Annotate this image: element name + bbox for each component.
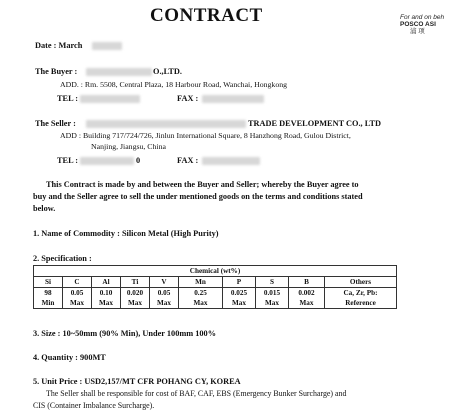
spec-col-header: P	[223, 277, 256, 288]
spec-element-row	[34, 277, 397, 288]
redacted-seller-tel	[80, 157, 134, 165]
seller-address-line-1: ADD : Building 717/724/726, Jinlun International Square, 8 Hanzhong Road, Gulou District,	[60, 131, 351, 140]
unit-price-note-line-2: CIS (Container Imbalance Surcharge).	[33, 401, 155, 410]
date-label: Date : March	[35, 41, 83, 50]
intro-line-1: This Contract is made by and between the Buyer and Seller; whereby the Buyer agree to	[46, 180, 359, 189]
redacted-seller-name	[86, 120, 246, 128]
seller-tel-tail: 0	[136, 156, 141, 165]
unit-price-note-line-1: The Seller shall be responsible for cost of BAF, CAF, EBS (Emergency Bunker Surcharge) and	[46, 389, 347, 398]
redacted-buyer-tel	[80, 95, 140, 103]
spec-col-header: Mn	[179, 277, 223, 288]
document-title: CONTRACT	[150, 5, 263, 26]
stamp-line-2: POSCO ASI	[400, 21, 436, 28]
commodity-line: 1. Name of Commodity : Silicon Metal (High Purity)	[33, 229, 219, 238]
company-stamp	[400, 14, 458, 35]
spec-qualifier: Max	[179, 298, 223, 309]
spec-qualifier: Max	[92, 298, 121, 309]
spec-value: Ca, Zr, Pb:	[325, 288, 397, 299]
spec-col-header: C	[63, 277, 92, 288]
spec-value: 0.002	[289, 288, 325, 299]
spec-col-header: V	[150, 277, 179, 288]
spec-qualifier: Reference	[325, 298, 397, 309]
spec-group-header: Chemical (wt%)	[34, 266, 397, 277]
size-line: 3. Size : 10~50mm (90% Min), Under 100mm 100%	[33, 329, 216, 338]
buyer-name: O.,LTD.	[153, 67, 182, 76]
buyer-fax-label: FAX :	[177, 94, 199, 103]
spec-value: 0.10	[92, 288, 121, 299]
seller-fax-label: FAX :	[177, 156, 199, 165]
redacted-date	[92, 42, 122, 50]
buyer-tel-label: TEL :	[57, 94, 78, 103]
spec-qualifier: Min	[34, 298, 63, 309]
intro-line-2: buy and the Seller agree to sell the under mentioned goods on the terms and conditions stated	[33, 192, 363, 201]
spec-col-header: Si	[34, 277, 63, 288]
spec-col-header: Ti	[121, 277, 150, 288]
seller-tel-label: TEL :	[57, 156, 78, 165]
spec-col-header: B	[289, 277, 325, 288]
redacted-buyer-fax	[202, 95, 264, 103]
spec-value: 0.05	[150, 288, 179, 299]
spec-col-header: Others	[325, 277, 397, 288]
unit-price-line: 5. Unit Price : USD2,157/MT CFR POHANG CY, KOREA	[33, 377, 241, 386]
spec-value: 98	[34, 288, 63, 299]
redacted-buyer-name	[86, 68, 152, 76]
seller-name: TRADE DEVELOPMENT CO., LTD	[248, 119, 382, 128]
spec-value: 0.015	[256, 288, 289, 299]
seller-address-line-2: Nanjing, Jiangsu, China	[91, 142, 166, 151]
redacted-seller-fax	[202, 157, 260, 165]
spec-col-header: Al	[92, 277, 121, 288]
buyer-label: The Buyer :	[35, 67, 78, 76]
spec-qualifier: Max	[223, 298, 256, 309]
spec-col-header: S	[256, 277, 289, 288]
seller-label: The Seller :	[35, 119, 76, 128]
spec-value: 0.025	[223, 288, 256, 299]
spec-qualifier: Max	[256, 298, 289, 309]
stamp-line-1: For and on beh	[400, 14, 445, 21]
buyer-address: ADD. : Rm. 5508, Central Plaza, 18 Harbour Road, Wanchai, Hongkong	[60, 80, 288, 89]
quantity-line: 4. Quantity : 900MT	[33, 353, 106, 362]
spec-value: 0.25	[179, 288, 223, 299]
spec-value: 0.05	[63, 288, 92, 299]
spec-qualifier: Max	[121, 298, 150, 309]
spec-qualifier: Max	[150, 298, 179, 309]
spec-value-row	[34, 288, 397, 299]
specification-table	[33, 265, 397, 309]
spec-qualifier: Max	[63, 298, 92, 309]
spec-qualifier: Max	[289, 298, 325, 309]
stamp-line-3: 浦 项	[410, 28, 425, 35]
intro-line-3: below.	[33, 204, 56, 213]
spec-qualifier-row	[34, 298, 397, 309]
specification-heading: 2. Specification :	[33, 254, 92, 263]
spec-value: 0.020	[121, 288, 150, 299]
